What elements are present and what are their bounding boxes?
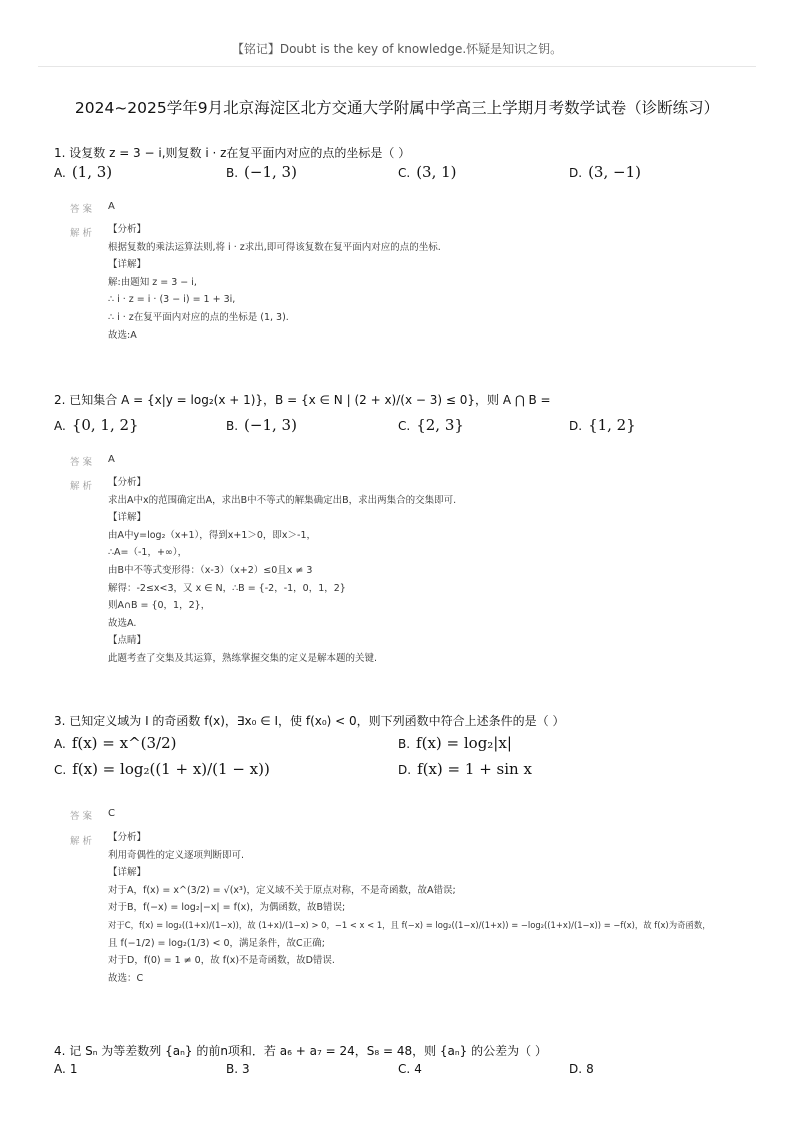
motto-header: 【铭记】Doubt is the key of knowledge.怀疑是知识之钥。 [231, 42, 563, 56]
question-3-stem: 3. 已知定义域为 I 的奇函数 f(x)，∃x₀ ∈ I，使 f(x₀) < 0，则下列函数中符合上述条件的是（ ） [54, 714, 565, 728]
question-3-answer: C [108, 808, 115, 819]
question-3-option-c[interactable]: C. f(x) = log₂((1 + x)/(1 − x)) [54, 760, 270, 778]
question-1-analysis: 【分析】 根据复数的乘法运算法则,将 i · z求出,即可得该复数在复平面内对应的点的坐标. 【详解】 解:由题知 z = 3 − i, ∴ i · z = i · (3 − i) = 1 + 3i, ∴ i · z在复平面内对应的点的坐标是 (1, 3). 故选:A [108, 224, 441, 341]
question-1-option-b[interactable]: B. (−1, 3) [226, 163, 297, 181]
answer-label: 答案 [70, 811, 96, 822]
question-3-option-a[interactable]: A. f(x) = x^(3/2) [54, 734, 177, 752]
question-3-option-b[interactable]: B. f(x) = log₂|x| [398, 734, 512, 752]
question-2-option-c[interactable]: C. {2, 3} [398, 416, 464, 434]
question-4-stem: 4. 记 Sₙ 为等差数列 {aₙ} 的前n项和．若 a₆ + a₇ = 24，S₈ = 48，则 {aₙ} 的公差为（ ） [54, 1044, 547, 1058]
answer-label: 答案 [70, 204, 96, 215]
question-2-analysis: 【分析】 求出A中x的范围确定出A，求出B中不等式的解集确定出B，求出两集合的交集即可. 【详解】 由A中y=log₂（x+1），得到x+1＞0，即x＞-1， ∴A=（-1，+∞）， 由B中不等式变形得：（x-3）（x+2）≤0且x ≠ 3 解得：-2≤x<3，又 x ∈ N，∴B = {-2，-1，0，1，2} 则A∩B = {0，1，2}， 故选A. 【点睛】 此题考查了交集及其运算，熟练掌握交集的定义是解本题的关键. [108, 477, 457, 664]
analysis-label: 解析 [70, 481, 96, 492]
question-3-option-d[interactable]: D. f(x) = 1 + sin x [398, 760, 532, 778]
analysis-label: 解析 [70, 836, 96, 847]
question-2-stem: 2. 已知集合 A = {x|y = log₂(x + 1)}，B = {x ∈ N | (2 + x)/(x − 3) ≤ 0}，则 A ⋂ B = [54, 393, 551, 407]
question-1-answer: A [108, 201, 115, 212]
question-4-option-a[interactable]: A. 1 [54, 1062, 78, 1076]
answer-label: 答案 [70, 457, 96, 468]
question-2-option-b[interactable]: B. (−1, 3) [226, 416, 297, 434]
question-1-option-a[interactable]: A. (1, 3) [54, 163, 113, 181]
question-4-option-d[interactable]: D. 8 [569, 1062, 594, 1076]
question-4-option-c[interactable]: C. 4 [398, 1062, 422, 1076]
question-1-option-c[interactable]: C. (3, 1) [398, 163, 457, 181]
question-1-option-d[interactable]: D. (3, −1) [569, 163, 641, 181]
question-4-option-b[interactable]: B. 3 [226, 1062, 250, 1076]
question-2-option-a[interactable]: A. {0, 1, 2} [54, 416, 139, 434]
page-title: 2024~2025学年9月北京海淀区北方交通大学附属中学高三上学期月考数学试卷（诊断练习） [74, 99, 720, 117]
question-2-option-d[interactable]: D. {1, 2} [569, 416, 636, 434]
header-divider [38, 66, 756, 67]
question-2-answer: A [108, 454, 115, 465]
analysis-label: 解析 [70, 228, 96, 239]
question-3-analysis: 【分析】 利用奇偶性的定义逐项判断即可. 【详解】 对于A，f(x) = x^(3/2) = √(x³)，定义域不关于原点对称，不是奇函数，故A错误; 对于B，f(−x) = log₂|−x| = f(x)，为偶函数，故B错误; 对于C，f(x) = log₂((1+x)/(1−x))，故 (1+x)/(1−x) > 0，−1 < x < 1，且 f(−x) = log₂((1−x)/(1+x)) = −log₂((1+x)/(1−x)) = −f(x)，故 f(x)为奇函数， 且 f(−1/2) = log₂(1/3) < 0，满足条件，故C正确; 对于D，f(0) = 1 ≠ 0，故 f(x)不是奇函数，故D错误. 故选：C [108, 832, 711, 984]
question-1-stem: 1. 设复数 z = 3 − i,则复数 i · z在复平面内对应的点的坐标是（ ） [54, 146, 411, 160]
